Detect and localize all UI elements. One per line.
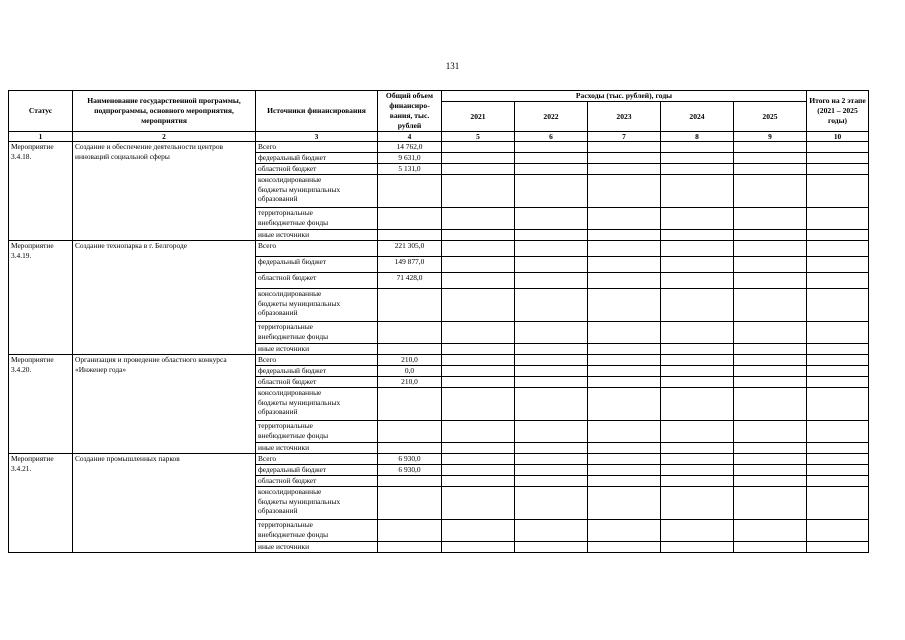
table-row: [9, 355, 869, 366]
source-label: федеральный бюджет: [256, 153, 378, 164]
source-label: иные источники: [256, 344, 378, 355]
col-stage-total-header: Итого на 2 этапе (2021 – 2025 годы): [807, 91, 869, 132]
activity-name: Создание и обеспечение деятельности центров инноваций социальной сферы: [73, 142, 256, 241]
source-label: федеральный бюджет: [256, 465, 378, 476]
source-label-offbudget: территориальные внебюджетные фонды: [256, 520, 378, 542]
col-year-header: 2025: [734, 102, 807, 132]
source-label: Всего: [256, 454, 378, 465]
column-numbers-row: [9, 132, 869, 142]
source-label-municipal: консолидированные бюджеты муниципальных образований: [256, 388, 378, 421]
source-label: Всего: [256, 355, 378, 366]
total-volume-cell: [378, 476, 442, 487]
source-label-municipal: консолидированные бюджеты муниципальных образований: [256, 289, 378, 322]
total-volume-cell: 6 930,0: [378, 454, 442, 465]
source-label: областной бюджет: [256, 273, 378, 289]
activity-name: Создание технопарка в г. Белгороде: [73, 241, 256, 355]
table-row: [9, 241, 869, 257]
activity-name: Организация и проведение областного конкурса «Инженер года»: [73, 355, 256, 454]
source-label-offbudget: территориальные внебюджетные фонды: [256, 421, 378, 443]
activity-status: Мероприятие 3.4.18.: [9, 142, 73, 241]
column-number: 10: [807, 132, 869, 142]
source-label: иные источники: [256, 542, 378, 553]
column-number: 8: [661, 132, 734, 142]
source-label-offbudget: территориальные внебюджетные фонды: [256, 322, 378, 344]
col-name-header: Наименование государственной программы, подпрограммы, основного мероприятия, мероприятия: [73, 91, 256, 132]
column-number: 9: [734, 132, 807, 142]
source-label: федеральный бюджет: [256, 257, 378, 273]
total-volume-cell: 6 930,0: [378, 465, 442, 476]
total-volume-cell: 5 131,0: [378, 164, 442, 175]
total-volume-cell: 210,0: [378, 355, 442, 366]
activity-status: Мероприятие 3.4.19.: [9, 241, 73, 355]
source-label-municipal: консолидированные бюджеты муниципальных образований: [256, 487, 378, 520]
activity-status: Мероприятие 3.4.21.: [9, 454, 73, 553]
source-label: областной бюджет: [256, 476, 378, 487]
source-label-municipal: консолидированные бюджеты муниципальных образований: [256, 175, 378, 208]
column-number: 1: [9, 132, 73, 142]
table-row: [9, 142, 869, 153]
total-volume-cell: 221 305,0: [378, 241, 442, 257]
col-year-header: 2024: [661, 102, 734, 132]
activity-name: Создание промышленных парков: [73, 454, 256, 553]
col-year-header: 2022: [515, 102, 588, 132]
total-volume-cell: 9 631,0: [378, 153, 442, 164]
column-number: 5: [442, 132, 515, 142]
source-label: Всего: [256, 142, 378, 153]
column-number: 3: [256, 132, 378, 142]
source-label: Всего: [256, 241, 378, 257]
col-total-volume-header: Общий объем финансиро-вания, тыс. рублей: [378, 91, 442, 132]
column-number: 7: [588, 132, 661, 142]
page-number: 131: [445, 61, 460, 71]
col-year-header: 2021: [442, 102, 515, 132]
header-row-1: [9, 91, 869, 102]
source-label: иные источники: [256, 443, 378, 454]
total-volume-cell: 0,0: [378, 366, 442, 377]
col-sources-header: Источники финансирования: [256, 91, 378, 132]
expenses-group-header: Расходы (тыс. рублей), годы: [442, 91, 807, 102]
col-year-header: 2023: [588, 102, 661, 132]
total-volume-cell: 71 428,0: [378, 273, 442, 289]
column-number: 2: [73, 132, 256, 142]
source-label-offbudget: территориальные внебюджетные фонды: [256, 208, 378, 230]
column-number: 6: [515, 132, 588, 142]
total-volume-cell: 14 762,0: [378, 142, 442, 153]
budget-table: [8, 90, 869, 553]
total-volume-cell: 149 877,0: [378, 257, 442, 273]
source-label: областной бюджет: [256, 164, 378, 175]
column-number: 4: [378, 132, 442, 142]
source-label: иные источники: [256, 230, 378, 241]
col-status-header: Статус: [9, 91, 73, 132]
source-label: федеральный бюджет: [256, 366, 378, 377]
source-label: областной бюджет: [256, 377, 378, 388]
table-row: [9, 454, 869, 465]
total-volume-cell: 210,0: [378, 377, 442, 388]
activity-status: Мероприятие 3.4.20.: [9, 355, 73, 454]
